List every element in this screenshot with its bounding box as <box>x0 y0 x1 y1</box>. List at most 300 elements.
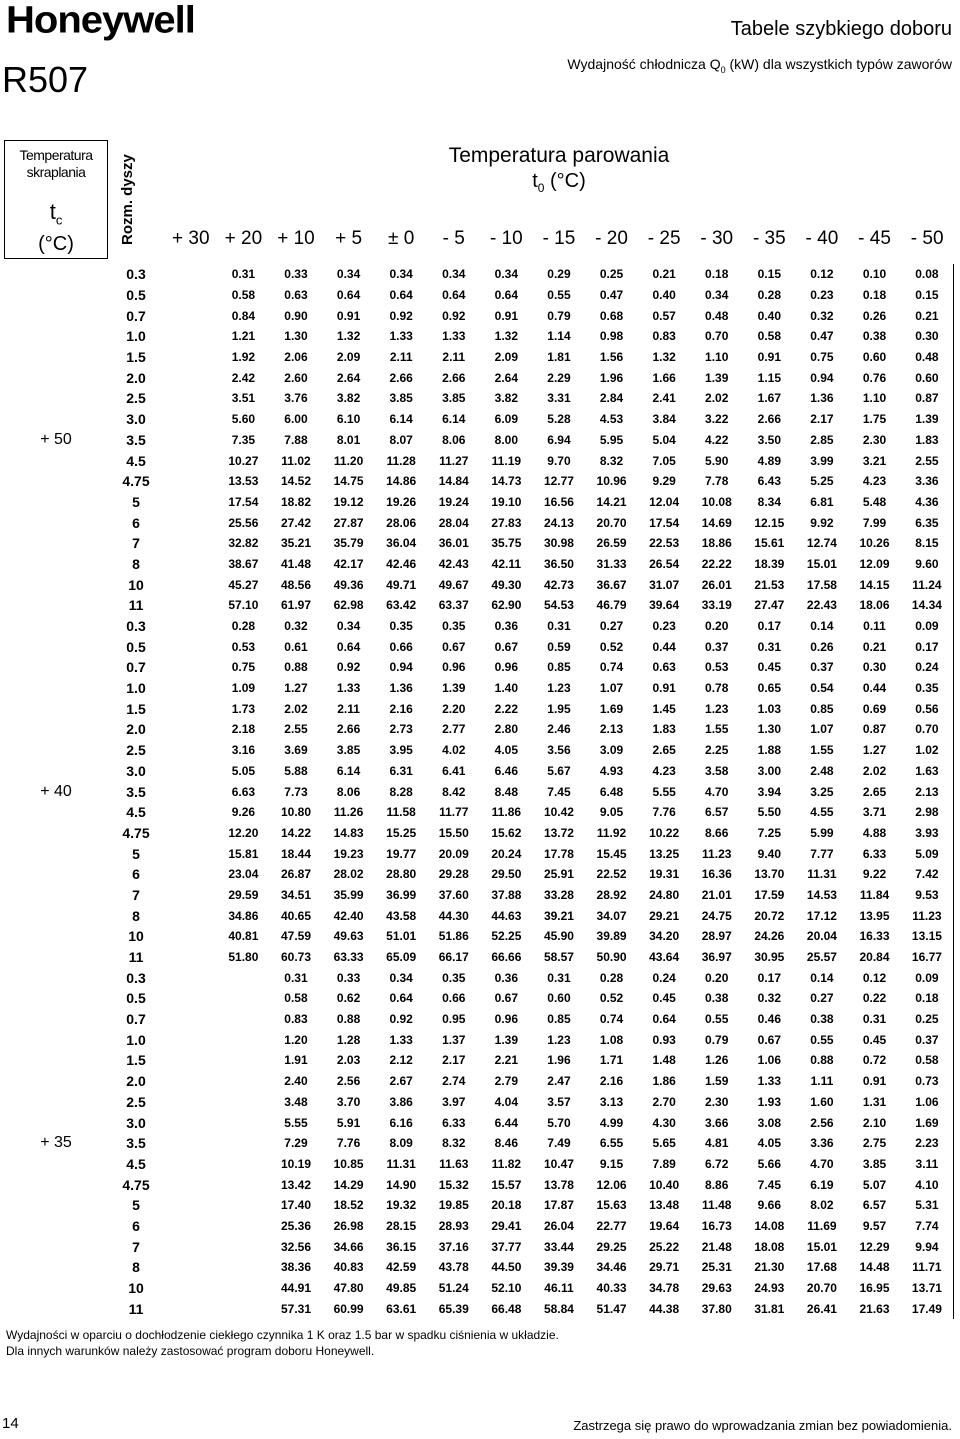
capacity-value-cell: 38.36 <box>280 1260 311 1275</box>
capacity-value-cell: 0.65 <box>757 681 781 696</box>
capacity-value-cell: 0.87 <box>901 388 954 409</box>
table-row <box>5 326 954 347</box>
capacity-value-cell: 6.33 <box>442 1115 466 1130</box>
capacity-value-cell: 1.23 <box>547 1032 571 1047</box>
capacity-value-cell: 1.92 <box>231 350 256 365</box>
evap-temp-header: ± 0 <box>388 227 415 249</box>
nozzle-size-cell: 0.5 <box>126 287 146 304</box>
capacity-value-cell: 1.36 <box>389 681 413 696</box>
capacity-value-cell: 0.64 <box>336 288 361 303</box>
section-title: Tabele szybkiego doboru <box>730 18 952 40</box>
capacity-value-cell: 5.55 <box>284 1115 308 1130</box>
capacity-value-cell: 16.95 <box>859 1281 890 1296</box>
capacity-value-cell: 62.90 <box>491 598 522 613</box>
capacity-value-cell: 0.63 <box>284 288 308 303</box>
capacity-value-cell: 66.17 <box>438 950 469 965</box>
capacity-value-cell: 36.99 <box>386 887 417 902</box>
capacity-value-cell: 66.48 <box>491 1301 522 1316</box>
capacity-value-cell: 6.55 <box>599 1136 624 1151</box>
nozzle-size-cell: 1.5 <box>126 1052 146 1069</box>
capacity-value-cell <box>165 678 218 699</box>
capacity-value-cell: 9.22 <box>862 867 887 882</box>
capacity-value-cell <box>217 1071 270 1092</box>
capacity-value-cell: 27.87 <box>333 515 364 530</box>
capacity-value-cell: 22.52 <box>596 867 627 882</box>
capacity-value-cell: 7.73 <box>284 784 308 799</box>
nozzle-size-cell: 1.0 <box>126 328 146 345</box>
capacity-value-cell: 0.64 <box>494 288 519 303</box>
capacity-value-cell: 2.98 <box>901 802 954 823</box>
capacity-value-cell: 49.30 <box>491 577 522 592</box>
capacity-value-cell: 2.03 <box>336 1053 361 1068</box>
capacity-value-cell: 1.91 <box>284 1053 308 1068</box>
capacity-value-cell: 4.70 <box>705 784 729 799</box>
capacity-value-cell: 0.20 <box>705 619 729 634</box>
capacity-value-cell: 0.54 <box>810 681 834 696</box>
capacity-value-cell: 19.85 <box>438 1198 469 1213</box>
capacity-value-cell: 38.67 <box>228 556 259 571</box>
capacity-value-cell: 2.74 <box>442 1074 466 1089</box>
capacity-value-cell: 2.66 <box>389 370 413 385</box>
capacity-value-cell: 0.30 <box>901 326 954 347</box>
capacity-value-cell: 2.40 <box>284 1074 308 1089</box>
capacity-value-cell: 2.18 <box>231 722 256 737</box>
capacity-value-cell: 5.70 <box>547 1115 571 1130</box>
nozzle-size-cell: 4.5 <box>126 804 146 821</box>
capacity-value-cell: 3.82 <box>494 391 519 406</box>
capacity-value-cell: 50.90 <box>596 950 627 965</box>
capacity-value-cell: 6.00 <box>284 412 308 427</box>
capacity-value-cell: 26.98 <box>333 1218 364 1233</box>
nozzle-size-cell: 1.0 <box>126 1031 146 1048</box>
capacity-value-cell: 6.72 <box>705 1156 729 1171</box>
capacity-value-cell: 18.08 <box>754 1239 785 1254</box>
capacity-value-cell: 0.70 <box>901 719 954 740</box>
capacity-value-cell: 44.91 <box>280 1281 311 1296</box>
capacity-value-cell: 5.88 <box>284 763 308 778</box>
capacity-value-cell: 39.64 <box>649 598 680 613</box>
capacity-value-cell: 0.28 <box>599 970 624 985</box>
capacity-value-cell: 14.69 <box>701 515 732 530</box>
capacity-value-cell: 3.00 <box>757 763 781 778</box>
capacity-value-cell: 5.90 <box>705 453 729 468</box>
capacity-value-cell: 57.31 <box>280 1301 311 1316</box>
capacity-value-cell: 15.81 <box>228 846 259 861</box>
capacity-value-cell: 2.55 <box>284 722 308 737</box>
capacity-value-cell: 1.07 <box>810 722 834 737</box>
capacity-value-cell: 0.96 <box>494 1012 519 1027</box>
capacity-value-cell: 3.13 <box>599 1094 624 1109</box>
capacity-value-cell: 34.46 <box>596 1260 627 1275</box>
nozzle-size-cell: 5 <box>132 845 140 862</box>
capacity-value-cell: 8.28 <box>389 784 413 799</box>
capacity-value-cell: 0.64 <box>336 639 361 654</box>
capacity-value-cell: 14.29 <box>333 1177 364 1192</box>
capacity-value-cell: 7.76 <box>652 805 676 820</box>
capacity-value-cell: 0.67 <box>494 991 519 1006</box>
capacity-value-cell: 2.84 <box>599 391 624 406</box>
capacity-value-cell: 5.09 <box>901 843 954 864</box>
capacity-value-cell <box>165 1257 218 1278</box>
capacity-value-cell <box>165 864 218 885</box>
capacity-value-cell: 0.23 <box>652 619 676 634</box>
capacity-value-cell <box>165 595 218 616</box>
capacity-value-cell: 1.11 <box>810 1074 834 1089</box>
capacity-value-cell: 0.12 <box>862 970 887 985</box>
capacity-value-cell: 0.34 <box>389 970 413 985</box>
capacity-value-cell <box>217 1195 270 1216</box>
capacity-value-cell: 2.77 <box>442 722 466 737</box>
nozzle-size-cell: 7 <box>132 886 140 903</box>
capacity-value-cell: 4.30 <box>652 1115 676 1130</box>
capacity-value-cell: 1.02 <box>901 740 954 761</box>
capacity-value-cell: 6.44 <box>494 1115 519 1130</box>
capacity-value-cell: 0.55 <box>547 288 571 303</box>
capacity-value-cell: 44.63 <box>491 908 522 923</box>
capacity-value-cell <box>217 988 270 1009</box>
capacity-value-cell: 5.48 <box>862 494 887 509</box>
nozzle-size-cell: 4.75 <box>122 824 150 841</box>
capacity-value-cell: 1.30 <box>284 329 308 344</box>
capacity-value-cell: 0.60 <box>862 350 887 365</box>
capacity-value-cell: 15.01 <box>806 1239 837 1254</box>
capacity-value-cell: 2.09 <box>494 350 519 365</box>
nozzle-size-cell: 8 <box>132 1259 140 1276</box>
capacity-value-cell: 14.73 <box>491 474 522 489</box>
capacity-value-cell: 25.56 <box>228 515 259 530</box>
capacity-value-cell: 0.67 <box>494 639 519 654</box>
footnote-line-1: Wydajności w oparciu o dochłodzenie ciekłego czynnika 1 K oraz 1.5 bar w spadku ciśnienia w układzie. <box>6 1328 559 1342</box>
capacity-value-cell: 7.45 <box>757 1177 781 1192</box>
capacity-value-cell: 28.92 <box>596 887 627 902</box>
capacity-value-cell: 10.19 <box>280 1156 311 1171</box>
capacity-value-cell: 2.16 <box>389 701 413 716</box>
capacity-value-cell: 43.58 <box>386 908 417 923</box>
capacity-value-cell: 0.37 <box>810 660 834 675</box>
capacity-value-cell: 27.42 <box>280 515 311 530</box>
capacity-value-cell: 13.70 <box>754 867 785 882</box>
capacity-value-cell: 3.85 <box>442 391 466 406</box>
capacity-value-cell: 0.37 <box>705 639 729 654</box>
capacity-value-cell: 6.57 <box>705 805 729 820</box>
capacity-value-cell: 2.11 <box>442 350 466 365</box>
capacity-value-cell: 18.06 <box>859 598 890 613</box>
capacity-value-cell: 1.60 <box>810 1094 834 1109</box>
capacity-value-cell: 0.34 <box>705 288 729 303</box>
table-row <box>5 595 954 616</box>
disclaimer: Zastrzega się prawo do wprowadzania zmian bez powiadomienia. <box>573 1418 952 1433</box>
capacity-value-cell <box>165 1092 218 1113</box>
capacity-value-cell: 0.14 <box>810 619 834 634</box>
capacity-value-cell: 19.26 <box>386 494 417 509</box>
capacity-value-cell: 2.23 <box>901 1133 954 1154</box>
capacity-value-cell: 0.26 <box>862 308 887 323</box>
capacity-value-cell: 11.28 <box>386 453 416 468</box>
capacity-value-cell: 14.52 <box>280 474 311 489</box>
capacity-value-cell: 0.73 <box>901 1071 954 1092</box>
capacity-value-cell: 10.22 <box>649 825 680 840</box>
capacity-value-cell: 28.04 <box>438 515 469 530</box>
capacity-value-cell: 37.60 <box>438 887 469 902</box>
capacity-value-cell: 1.39 <box>494 1032 519 1047</box>
capacity-value-cell: 33.19 <box>701 598 732 613</box>
capacity-value-cell: 0.92 <box>336 660 361 675</box>
capacity-value-cell: 10.08 <box>701 494 732 509</box>
capacity-value-cell: 21.53 <box>754 577 785 592</box>
capacity-value-cell <box>165 1216 218 1237</box>
capacity-value-cell: 2.55 <box>901 450 954 471</box>
capacity-value-cell: 29.28 <box>438 867 469 882</box>
nozzle-size-cell: 2.0 <box>126 369 146 386</box>
capacity-value-cell: 29.21 <box>649 908 680 923</box>
capacity-value-cell: 34.20 <box>649 929 680 944</box>
capacity-value-cell: 39.39 <box>543 1260 574 1275</box>
capacity-value-cell: 13.48 <box>649 1198 680 1213</box>
capacity-value-cell: 13.53 <box>228 474 259 489</box>
capacity-value-cell: 2.67 <box>389 1074 413 1089</box>
capacity-value-cell <box>165 430 218 451</box>
capacity-value-cell: 34.86 <box>228 908 259 923</box>
capacity-value-cell: 29.59 <box>228 887 259 902</box>
capacity-value-cell: 0.46 <box>757 1012 781 1027</box>
capacity-value-cell: 0.78 <box>705 681 729 696</box>
capacity-value-cell: 32.56 <box>280 1239 311 1254</box>
condensing-temp-group-label: + 40 <box>40 782 72 800</box>
capacity-value-cell: 35.79 <box>333 536 364 551</box>
table-row <box>5 430 954 451</box>
capacity-value-cell: 0.55 <box>705 1012 729 1027</box>
capacity-value-cell <box>165 698 218 719</box>
capacity-value-cell <box>165 1050 218 1071</box>
table-row <box>5 802 954 823</box>
capacity-value-cell: 0.15 <box>757 267 781 282</box>
capacity-value-cell: 1.40 <box>494 681 519 696</box>
capacity-value-cell <box>165 1009 218 1030</box>
capacity-value-cell: 0.83 <box>284 1012 308 1027</box>
capacity-value-cell: 3.11 <box>901 1154 954 1175</box>
capacity-value-cell: 18.44 <box>280 846 311 861</box>
capacity-value-cell: 32.82 <box>228 536 259 551</box>
capacity-value-cell: 0.63 <box>652 660 676 675</box>
capacity-value-cell: 11.82 <box>491 1156 522 1171</box>
capacity-value-cell: 8.42 <box>442 784 466 799</box>
capacity-value-cell: 0.67 <box>757 1032 781 1047</box>
capacity-value-cell: 5.60 <box>231 412 256 427</box>
capacity-value-cell: 5.50 <box>757 805 781 820</box>
capacity-value-cell: 6.43 <box>757 474 781 489</box>
nozzle-size-cell: 8 <box>132 907 140 924</box>
capacity-value-cell: 44.30 <box>438 908 469 923</box>
capacity-value-cell: 7.42 <box>901 864 954 885</box>
capacity-value-cell: 0.90 <box>284 308 308 323</box>
capacity-value-cell: 0.33 <box>336 970 361 985</box>
capacity-value-cell: 7.49 <box>547 1136 571 1151</box>
capacity-value-cell: 1.93 <box>757 1094 781 1109</box>
table-row <box>5 512 954 533</box>
capacity-value-cell <box>165 264 218 285</box>
capacity-value-cell: 17.54 <box>228 494 259 509</box>
capacity-value-cell: 47.80 <box>333 1281 364 1296</box>
nozzle-size-cell: 0.3 <box>126 266 146 283</box>
capacity-value-cell: 4.23 <box>862 474 887 489</box>
cond-symbol: t <box>49 199 56 224</box>
table-row <box>5 574 954 595</box>
capacity-value-cell: 63.61 <box>386 1301 417 1316</box>
capacity-value-cell: 1.88 <box>757 743 781 758</box>
capacity-value-cell: 28.06 <box>386 515 417 530</box>
capacity-value-cell <box>165 616 218 637</box>
capacity-value-cell: 25.36 <box>280 1218 311 1233</box>
capacity-value-cell: 20.84 <box>859 950 890 965</box>
capacity-value-cell: 20.09 <box>438 846 469 861</box>
capacity-value-cell: 5.95 <box>599 432 624 447</box>
capacity-value-cell <box>217 1029 270 1050</box>
capacity-value-cell: 0.58 <box>284 991 308 1006</box>
capacity-value-cell: 0.21 <box>862 639 887 654</box>
capacity-value-cell: 1.14 <box>547 329 571 344</box>
nozzle-size-cell: 7 <box>132 1238 140 1255</box>
capacity-value-cell: 17.58 <box>806 577 837 592</box>
nozzle-size-cell: 3.5 <box>126 1135 146 1152</box>
capacity-value-cell <box>165 1236 218 1257</box>
capacity-value-cell: 58.84 <box>543 1301 574 1316</box>
capacity-value-cell: 0.87 <box>862 722 887 737</box>
capacity-value-cell: 1.69 <box>901 1112 954 1133</box>
capacity-value-cell: 0.47 <box>810 329 834 344</box>
capacity-value-cell: 1.27 <box>284 681 308 696</box>
table-row <box>5 657 954 678</box>
nozzle-size-cell: 3.5 <box>126 431 146 448</box>
capacity-value-cell: 35.21 <box>280 536 311 551</box>
evap-temp-header: - 20 <box>595 227 628 249</box>
capacity-value-cell: 26.41 <box>806 1301 837 1316</box>
capacity-value-cell: 0.33 <box>284 267 308 282</box>
evap-temp-header: - 50 <box>910 227 944 249</box>
capacity-value-cell: 0.58 <box>901 1050 954 1071</box>
capacity-value-cell: 6.46 <box>494 763 519 778</box>
capacity-value-cell: 0.85 <box>547 1012 571 1027</box>
capacity-value-cell <box>165 781 218 802</box>
capacity-value-cell: 14.21 <box>596 494 627 509</box>
capacity-value-cell: 0.52 <box>599 639 624 654</box>
table-row <box>5 864 954 885</box>
capacity-value-cell: 29.25 <box>596 1239 627 1254</box>
capacity-value-cell: 3.57 <box>547 1094 571 1109</box>
nozzle-size-cell: 10 <box>128 928 144 945</box>
capacity-value-cell: 58.57 <box>543 950 574 965</box>
capacity-value-cell: 14.53 <box>806 887 837 902</box>
nozzle-size-cell: 11 <box>128 1300 144 1317</box>
capacity-value-cell: 0.30 <box>862 660 887 675</box>
capacity-value-cell: 35.99 <box>333 887 364 902</box>
capacity-value-cell: 16.36 <box>701 867 732 882</box>
capacity-value-cell: 20.70 <box>806 1281 837 1296</box>
capacity-value-cell: 2.64 <box>494 370 519 385</box>
capacity-value-cell <box>165 1071 218 1092</box>
nozzle-size-cell: 5 <box>132 1197 140 1214</box>
table-row <box>5 1278 954 1299</box>
evap-temp-header: + 20 <box>224 227 263 249</box>
capacity-value-cell: 0.56 <box>901 698 954 719</box>
capacity-value-cell: 0.48 <box>705 308 729 323</box>
capacity-value-cell: 17.49 <box>901 1298 954 1319</box>
capacity-value-cell: 1.55 <box>705 722 729 737</box>
capacity-value-cell: 9.29 <box>652 474 676 489</box>
capacity-value-cell: 11.48 <box>702 1198 732 1213</box>
capacity-value-cell: 0.95 <box>442 1012 466 1027</box>
capacity-value-cell: 2.21 <box>494 1053 519 1068</box>
capacity-value-cell: 42.59 <box>386 1260 417 1275</box>
nozzle-size-cell: 10 <box>128 1280 144 1297</box>
table-row <box>5 554 954 575</box>
capacity-value-cell: 2.11 <box>337 701 360 716</box>
table-row <box>5 1050 954 1071</box>
capacity-value-cell: 0.96 <box>494 660 519 675</box>
nozzle-size-cell: 0.7 <box>126 659 146 676</box>
capacity-value-cell <box>165 1195 218 1216</box>
capacity-value-cell: 40.81 <box>228 929 259 944</box>
capacity-value-cell: 11.24 <box>901 574 954 595</box>
capacity-value-cell: 1.39 <box>705 370 729 385</box>
nozzle-size-cell: 1.0 <box>126 680 146 697</box>
capacity-value-cell: 0.68 <box>599 308 624 323</box>
capacity-value-cell: 0.66 <box>442 991 466 1006</box>
capacity-value-cell: 21.48 <box>701 1239 732 1254</box>
capacity-value-cell: 0.64 <box>442 288 466 303</box>
table-row <box>5 616 954 637</box>
capacity-value-cell: 52.25 <box>491 929 522 944</box>
capacity-value-cell <box>165 1278 218 1299</box>
capacity-value-cell: 6.31 <box>389 763 413 778</box>
table-row <box>5 678 954 699</box>
capacity-value-cell: 2.65 <box>862 784 887 799</box>
capacity-value-cell: 0.31 <box>757 639 781 654</box>
capacity-value-cell: 1.33 <box>389 329 413 344</box>
capacity-value-cell: 12.15 <box>754 515 785 530</box>
capacity-value-cell: 3.48 <box>284 1094 308 1109</box>
capacity-value-cell: 0.72 <box>862 1053 887 1068</box>
capacity-value-cell: 2.25 <box>705 743 729 758</box>
capacity-value-cell: 0.35 <box>442 970 466 985</box>
capacity-value-cell: 10.47 <box>543 1156 574 1171</box>
capacity-value-cell <box>165 554 218 575</box>
capacity-value-cell: 0.92 <box>389 1012 413 1027</box>
capacity-value-cell: 8.34 <box>757 494 781 509</box>
capacity-value-cell <box>165 1029 218 1050</box>
capacity-value-cell: 13.42 <box>280 1177 311 1192</box>
capacity-value-cell: 42.46 <box>386 556 417 571</box>
nozzle-size-cell: 3.0 <box>126 411 146 428</box>
table-row <box>5 905 954 926</box>
capacity-value-cell: 1.09 <box>231 681 256 696</box>
capacity-value-cell: 2.02 <box>284 701 308 716</box>
capacity-value-cell: 0.25 <box>901 1009 954 1030</box>
nozzle-size-cell: 3.0 <box>126 1114 146 1131</box>
capacity-value-cell: 11.69 <box>807 1218 837 1233</box>
capacity-value-cell: 28.80 <box>386 867 417 882</box>
capacity-value-cell: 3.97 <box>442 1094 466 1109</box>
capacity-value-cell: 51.01 <box>386 929 417 944</box>
capacity-value-cell <box>217 1236 270 1257</box>
capacity-value-cell: 19.24 <box>438 494 469 509</box>
capacity-value-cell: 0.17 <box>757 970 781 985</box>
capacity-value-cell: 0.12 <box>810 267 834 282</box>
capacity-value-cell: 9.15 <box>599 1156 624 1171</box>
capacity-value-cell: 0.27 <box>810 991 834 1006</box>
capacity-value-cell: 13.15 <box>901 926 954 947</box>
capacity-value-cell: 0.70 <box>705 329 729 344</box>
capacity-value-cell: 0.08 <box>901 264 954 285</box>
